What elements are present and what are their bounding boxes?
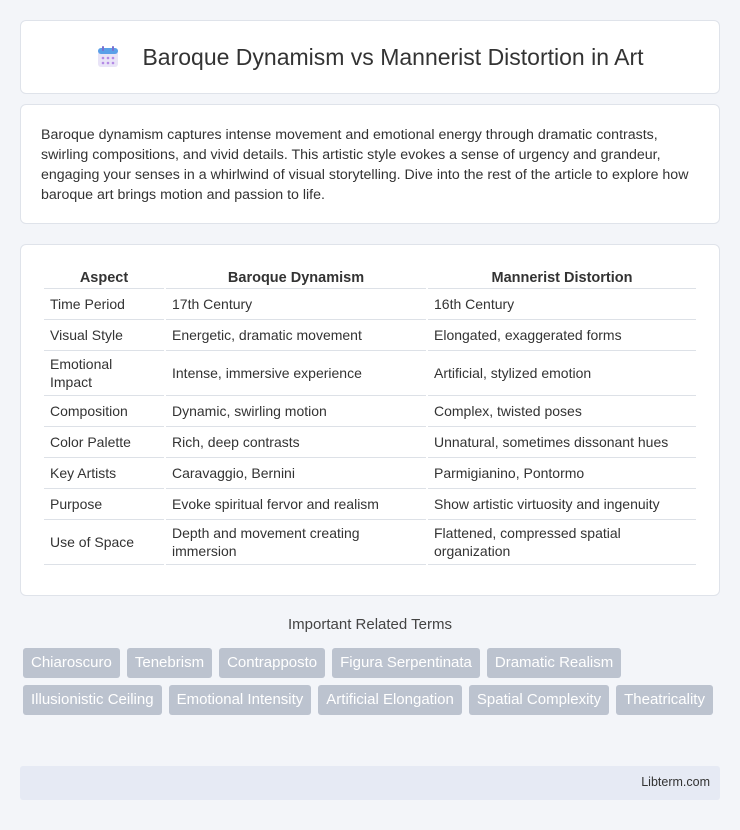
table-row — [44, 427, 696, 458]
table-cell: Evoke spiritual fervor and realism — [166, 489, 426, 520]
intro-card — [20, 104, 720, 224]
tag-tenebrism[interactable]: Tenebrism — [127, 648, 212, 678]
related-terms-tags — [23, 648, 723, 715]
header-mannerist: Mannerist Distortion — [428, 265, 696, 289]
table-cell: Caravaggio, Bernini — [166, 458, 426, 489]
tag-artificial-elongation[interactable]: Artificial Elongation — [318, 685, 462, 715]
table-row — [44, 520, 696, 565]
tag-spatial-complexity[interactable]: Spatial Complexity — [469, 685, 609, 715]
header-baroque: Baroque Dynamism — [166, 265, 426, 289]
intro-text: Baroque dynamism captures intense movement and emotional energy through dramatic contrasts, swirling compositions, and vivid details. This artistic style evokes a sense of urgency and grandeur, engaging your senses in a whirlwind of visual storytelling. Dive into the rest of the article to explore how baroque art brings motion and passion to life. — [41, 127, 689, 203]
table-cell: 17th Century — [166, 289, 426, 320]
table-cell: Use of Space — [44, 520, 164, 565]
table-row — [44, 320, 696, 351]
table-row — [44, 489, 696, 520]
table-header-row — [44, 265, 696, 289]
table-cell: Purpose — [44, 489, 164, 520]
table-cell: Show artistic virtuosity and ingenuity — [428, 489, 696, 520]
table-cell: Parmigianino, Pontormo — [428, 458, 696, 489]
table-cell: Energetic, dramatic movement — [166, 320, 426, 351]
table-cell: Composition — [44, 396, 164, 427]
table-cell: Color Palette — [44, 427, 164, 458]
table-cell: Elongated, exaggerated forms — [428, 320, 696, 351]
tag-chiaroscuro[interactable]: Chiaroscuro — [23, 648, 120, 678]
tag-theatricality[interactable]: Theatricality — [616, 685, 713, 715]
header-aspect: Aspect — [44, 265, 164, 289]
table-row — [44, 396, 696, 427]
comparison-table — [42, 265, 698, 565]
title-card — [20, 20, 720, 94]
tag-emotional-intensity[interactable]: Emotional Intensity — [169, 685, 312, 715]
tag-figura-serpentinata[interactable]: Figura Serpentinata — [332, 648, 480, 678]
table-row — [44, 289, 696, 320]
table-row — [44, 458, 696, 489]
table-cell: Dynamic, swirling motion — [166, 396, 426, 427]
page-title: Baroque Dynamism vs Mannerist Distortion in Art — [142, 43, 644, 70]
table-cell: Emotional Impact — [44, 351, 164, 396]
table-cell: Rich, deep contrasts — [166, 427, 426, 458]
table-cell: Visual Style — [44, 320, 164, 351]
comparison-table-card — [20, 244, 720, 596]
tag-contrapposto[interactable]: Contrapposto — [219, 648, 325, 678]
table-cell: Key Artists — [44, 458, 164, 489]
footer — [20, 766, 720, 800]
table-cell: Unnatural, sometimes dissonant hues — [428, 427, 696, 458]
calendar-icon — [96, 45, 120, 69]
table-cell: Complex, twisted poses — [428, 396, 696, 427]
related-terms-title: Important Related Terms — [288, 616, 452, 633]
table-cell: Artificial, stylized emotion — [428, 351, 696, 396]
table-cell: Time Period — [44, 289, 164, 320]
table-cell: 16th Century — [428, 289, 696, 320]
table-cell: Depth and movement creating immersion — [166, 520, 426, 565]
tag-illusionistic-ceiling[interactable]: Illusionistic Ceiling — [23, 685, 162, 715]
footer-link[interactable]: Libterm.com — [641, 775, 710, 789]
table-cell: Flattened, compressed spatial organization — [428, 520, 696, 565]
table-row — [44, 351, 696, 396]
tag-dramatic-realism[interactable]: Dramatic Realism — [487, 648, 621, 678]
table-cell: Intense, immersive experience — [166, 351, 426, 396]
